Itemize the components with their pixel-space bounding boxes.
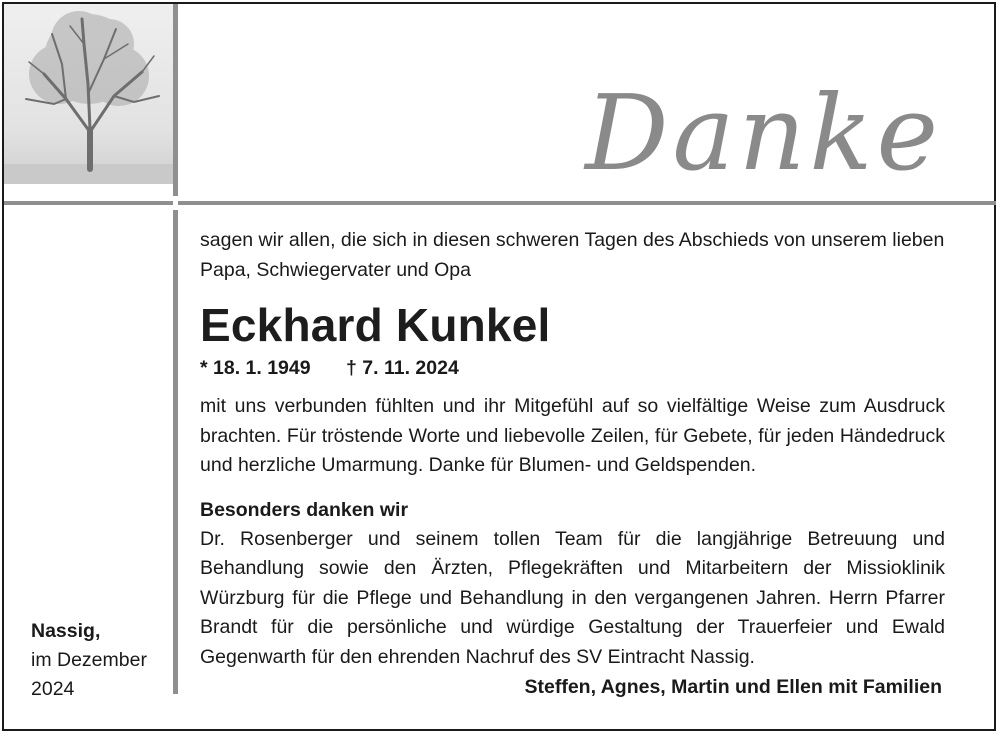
deceased-name: Eckhard Kunkel: [200, 299, 551, 351]
death-date: † 7. 11. 2024: [346, 357, 459, 379]
place-month: im Dezember: [31, 649, 147, 671]
place-and-date: [31, 617, 147, 704]
signature: Steffen, Agnes, Martin und Ellen mit Familien: [524, 676, 942, 698]
birth-date: * 18. 1. 1949: [200, 357, 311, 379]
place-town: Nassig,: [31, 620, 101, 642]
special-thanks-heading: Besonders danken wir: [200, 498, 409, 521]
special-thanks-text: Dr. Rosenberger und seinem tollen Team für die langjährige Betreuung und Behandlung sowie den Ärzten, Pflegekräften und Mitarbeitern der Missioklinik Würzburg für die Pflege und Behandlung in den vergangenen Jahren. Herrn Pfarrer Brandt für die persönliche und würdige Gestaltung der Trauerfeier und Ewald Gegenwarth für den ehrenden Nachruf des SV Eintracht Nassig.: [200, 527, 945, 668]
tree-photo: [4, 4, 173, 184]
notice-heading: Danke: [585, 72, 942, 194]
life-dates: [200, 355, 945, 381]
intro-text: sagen wir allen, die sich in diesen schweren Tagen des Abschieds von unserem lieben Papa, Schwiegervater und Opa: [200, 229, 945, 281]
divider-gap: [173, 196, 178, 210]
horizontal-divider: [4, 201, 996, 205]
place-year: 2024: [31, 678, 75, 700]
vertical-divider: [173, 4, 178, 694]
message-text: mit uns verbunden fühlten und ihr Mitgefühl auf so vielfältige Weise zum Ausdruck brachten. Für tröstende Worte und liebevolle Zeilen, für Gebete, für jeden Händedruck und herzliche Umarmung. Danke für Blumen- und Geldspenden.: [200, 395, 945, 476]
notice-body: [200, 226, 945, 672]
